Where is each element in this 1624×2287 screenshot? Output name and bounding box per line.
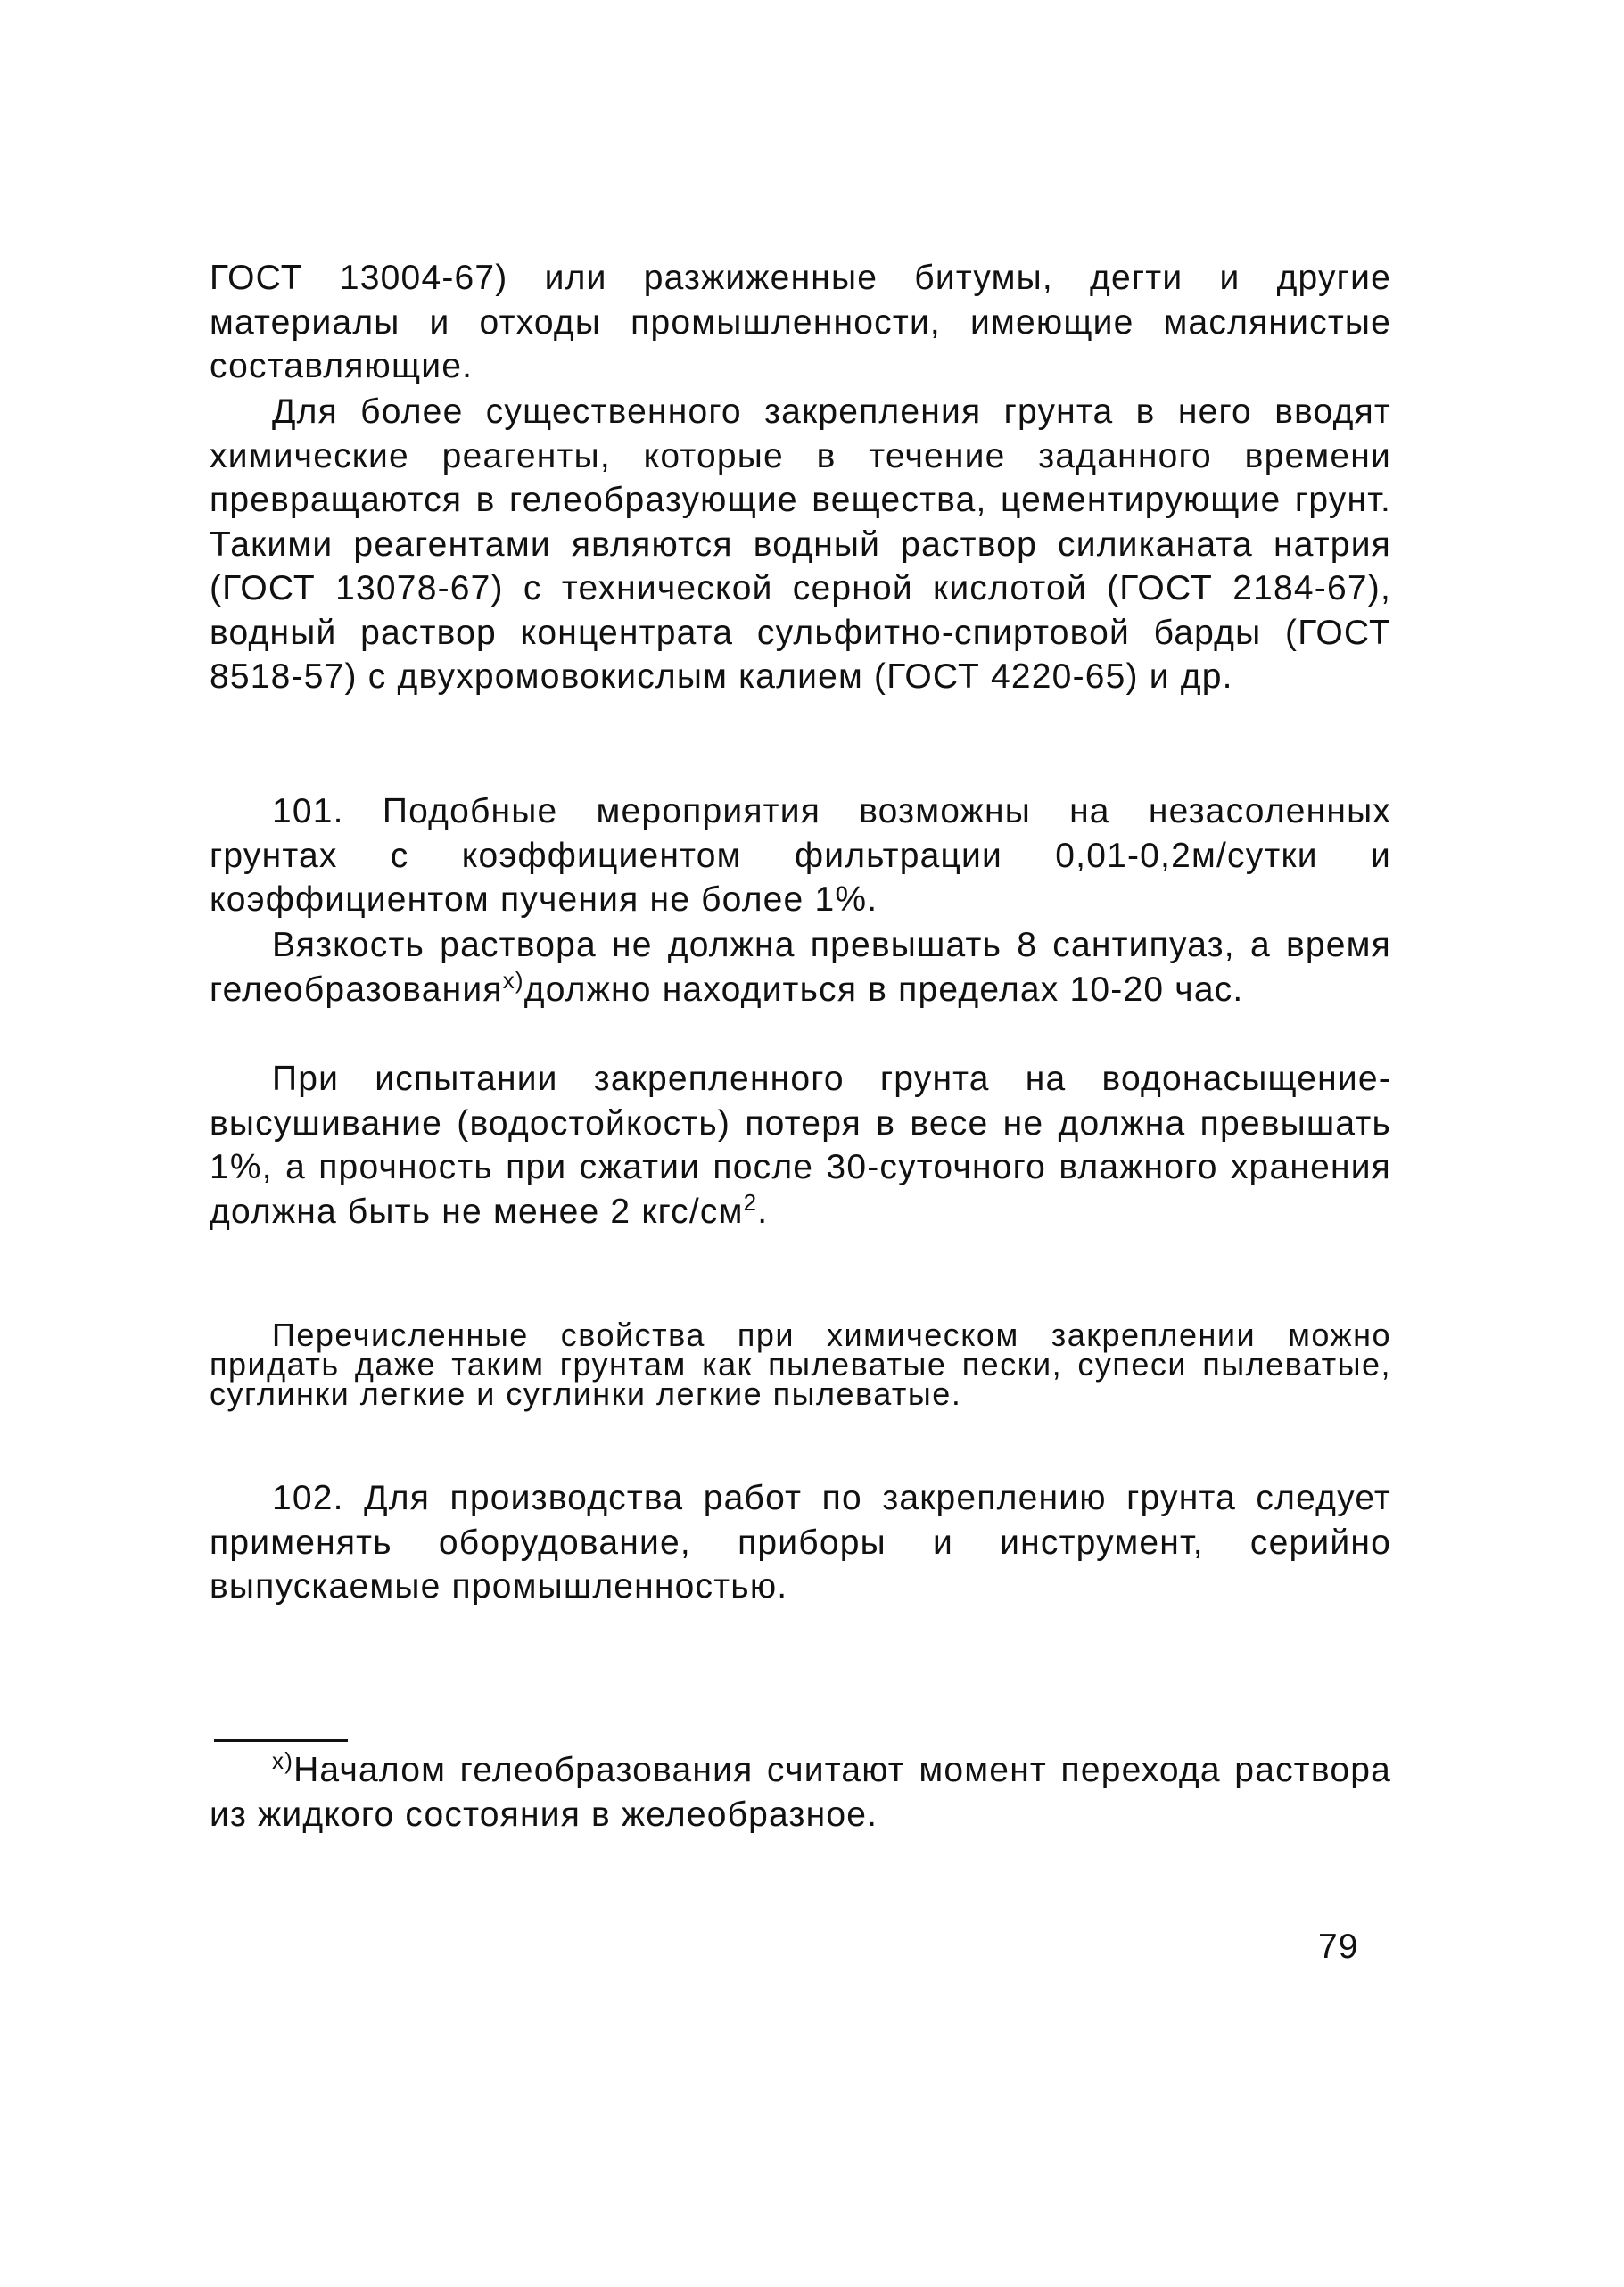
paragraph-4-text-after: должно находиться в пределах 10-20 час. — [523, 970, 1244, 1009]
paragraph-3: 101. Подобные мероприятия возможны на незасоленных грунтах с коэффициентом фильтрации 0,01-0,2м/сутки и коэффициентом пучения не более 1%. — [210, 792, 1391, 919]
footnote-marker: х) — [272, 1747, 294, 1774]
paragraph-viscosity — [210, 923, 1391, 1011]
footnote-reference: х) — [502, 966, 524, 994]
superscript-exponent: 2 — [743, 1188, 758, 1216]
paragraph-continuation — [210, 256, 1391, 389]
paragraph-5-text-before: При испытании закрепленного грунта на водонасыщение-высушивание (водостойкость) потеря в весе не должна превышать 1%, а прочность при сжатии после 30-суточного влажного хранения должна быть не менее 2 кгс/см — [210, 1060, 1391, 1231]
paragraph-2: Для более существенного закрепления грунта в него вводят химические реагенты, которые в течение заданного времени превращаются в гелеобразующие вещества, цементирующие грунт. Такими реагентами являются водный раствор силиканата натрия (ГОСТ 13078-67) с технической серной кислотой (ГОСТ 2184-67), водный раствор концентрата сульфитно-спиртовой барды (ГОСТ 8518-57) с двухромовокислым калием (ГОСТ 4220-65) и др. — [210, 392, 1391, 696]
paragraph-1: ГОСТ 13004-67) или разжиженные битумы, дегти и другие материалы и отходы промышленности, имеющие маслянистые составляющие. — [210, 259, 1391, 385]
footnote-body: Началом гелеобразования считают момент перехода раствора из жидкого состояния в желеобразное. — [210, 1751, 1391, 1834]
paragraph-5-text-after: . — [757, 1192, 769, 1231]
footnote-text — [210, 1748, 1391, 1837]
footnote-divider — [214, 1739, 348, 1742]
clause-102 — [210, 1476, 1391, 1609]
paragraph-5 — [210, 1057, 1391, 1234]
paragraph-properties — [210, 1317, 1391, 1412]
paragraph-4 — [210, 923, 1391, 1011]
paragraph-4-text-before: Вязкость раствора не должна превышать 8 сантипуаз, а время гелеобразования — [210, 926, 1391, 1009]
paragraph-7: 102. Для производства работ по закреплению грунта следует применять оборудование, приборы и инструмент, серийно выпускаемые промышленностью. — [210, 1479, 1391, 1606]
paragraph-6: Перечисленные свойства при химическом закреплении можно придать даже таким грунтам как пылеватые пески, супеси пылеватые, суглинки легкие и суглинки легкие пылеватые. — [210, 1317, 1391, 1412]
footnote — [210, 1748, 1391, 1837]
clause-101 — [210, 789, 1391, 922]
paragraph-reagents — [210, 390, 1391, 699]
paragraph-testing — [210, 1057, 1391, 1234]
page-number: 79 — [1318, 1928, 1359, 1966]
